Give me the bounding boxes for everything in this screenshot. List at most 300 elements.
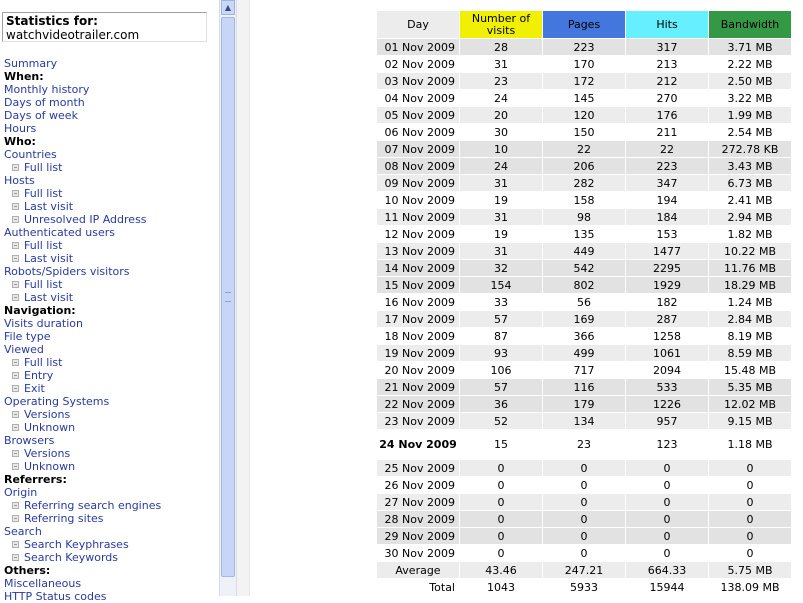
table-row <box>377 494 791 510</box>
nav-sublink-label[interactable]: Referring sites <box>24 512 104 525</box>
cell-bandwidth: 2.41 MB <box>709 192 791 208</box>
table-row <box>377 396 791 412</box>
nav-sublink-label[interactable]: Full list <box>24 239 63 252</box>
cell-visits: 0 <box>460 477 542 493</box>
nav-sublink-label[interactable]: Unknown <box>24 421 76 434</box>
cell-pages: 56 <box>543 294 625 310</box>
nav-link-origin[interactable] <box>4 486 161 499</box>
cell-pages: 116 <box>543 379 625 395</box>
cell-hits: 287 <box>626 311 708 327</box>
sub-item-icon <box>12 164 19 171</box>
nav-sublink-full-list[interactable] <box>4 161 161 174</box>
sub-item-icon <box>12 554 19 561</box>
cell-visits: 24 <box>460 158 542 174</box>
cell-hits: 533 <box>626 379 708 395</box>
cell-day: 09 Nov 2009 <box>377 175 459 191</box>
sub-item-icon <box>12 385 19 392</box>
table-row <box>377 511 791 527</box>
nav-link-label[interactable]: Countries <box>4 148 57 161</box>
cell-bandwidth: 8.19 MB <box>709 328 791 344</box>
nav-link-robots-spiders-visitors[interactable] <box>4 265 161 278</box>
nav-sublink-full-list[interactable] <box>4 356 161 369</box>
nav-link-label[interactable]: Hours <box>4 122 37 135</box>
nav-sublink-label[interactable]: Referring search engines <box>24 499 162 512</box>
cell-visits: 106 <box>460 362 542 378</box>
cell-hits: 184 <box>626 209 708 225</box>
table-row <box>377 56 791 72</box>
cell-hits: 1258 <box>626 328 708 344</box>
table-row <box>377 362 791 378</box>
cell-bandwidth: 1.82 MB <box>709 226 791 242</box>
nav-sublink-versions[interactable] <box>4 408 161 421</box>
cell-hits: 15944 <box>626 579 708 595</box>
table-row <box>377 73 791 89</box>
sub-item-icon <box>12 255 19 262</box>
cell-bandwidth: 2.50 MB <box>709 73 791 89</box>
cell-hits: 664.33 <box>626 562 708 578</box>
cell-visits: 0 <box>460 511 542 527</box>
cell-pages: 0 <box>543 494 625 510</box>
nav-link-label[interactable]: Operating Systems <box>4 395 110 408</box>
nav-sublink-search-keywords[interactable] <box>4 551 161 564</box>
cell-day: 24 Nov 2009 <box>377 430 459 459</box>
cell-pages: 0 <box>543 545 625 561</box>
cell-visits: 43.46 <box>460 562 542 578</box>
sub-item-icon <box>12 242 19 249</box>
cell-visits: 32 <box>460 260 542 276</box>
cell-day: 05 Nov 2009 <box>377 107 459 123</box>
cell-hits: 2094 <box>626 362 708 378</box>
cell-pages: 135 <box>543 226 625 242</box>
nav-link-label[interactable]: Authenticated users <box>4 226 115 239</box>
nav-link-operating-systems[interactable] <box>4 395 161 408</box>
cell-day: 14 Nov 2009 <box>377 260 459 276</box>
nav-link-summary[interactable] <box>4 57 161 70</box>
cell-day: 12 Nov 2009 <box>377 226 459 242</box>
nav-sublink-last-visit[interactable] <box>4 200 161 213</box>
nav-link-label[interactable]: Hosts <box>4 174 35 187</box>
nav-sublink-label[interactable]: Last visit <box>24 200 74 213</box>
nav-section-label: Others: <box>4 564 51 577</box>
nav-section-label: Referrers: <box>4 473 67 486</box>
nav-sublink-label[interactable]: Full list <box>24 187 63 200</box>
cell-pages: 158 <box>543 192 625 208</box>
cell-day: 20 Nov 2009 <box>377 362 459 378</box>
cell-bandwidth: 10.22 MB <box>709 243 791 259</box>
cell-hits: 0 <box>626 528 708 544</box>
nav-link-days-of-week[interactable] <box>4 109 161 122</box>
cell-day: 27 Nov 2009 <box>377 494 459 510</box>
nav-sublink-entry[interactable] <box>4 369 161 382</box>
cell-bandwidth: 1.18 MB <box>709 430 791 459</box>
sub-item-icon <box>12 359 19 366</box>
days-of-month-table <box>376 10 792 596</box>
cell-hits: 212 <box>626 73 708 89</box>
cell-bandwidth: 2.94 MB <box>709 209 791 225</box>
cell-hits: 2295 <box>626 260 708 276</box>
sub-item-icon <box>12 216 19 223</box>
nav-link-label[interactable]: File type <box>4 330 51 343</box>
nav-sublink-label[interactable]: Search Keyphrases <box>24 538 129 551</box>
nav-menu <box>4 57 161 603</box>
nav-link-hours[interactable] <box>4 122 161 135</box>
table-row <box>377 39 791 55</box>
cell-hits: 1929 <box>626 277 708 293</box>
table-row <box>377 294 791 310</box>
nav-sublink-label[interactable]: Full list <box>24 278 63 291</box>
cell-day: 22 Nov 2009 <box>377 396 459 412</box>
table-row <box>377 345 791 361</box>
cell-bandwidth: 12.02 MB <box>709 396 791 412</box>
header-hits: Hits <box>626 11 708 38</box>
table-row <box>377 141 791 157</box>
cell-visits: 0 <box>460 545 542 561</box>
cell-hits: 22 <box>626 141 708 157</box>
cell-hits: 0 <box>626 545 708 561</box>
table-row <box>377 158 791 174</box>
cell-day: 13 Nov 2009 <box>377 243 459 259</box>
cell-hits: 0 <box>626 511 708 527</box>
cell-day: 06 Nov 2009 <box>377 124 459 140</box>
sub-item-icon <box>12 424 19 431</box>
cell-day: Total <box>377 579 459 595</box>
nav-link-search[interactable] <box>4 525 161 538</box>
cell-bandwidth: 2.22 MB <box>709 56 791 72</box>
cell-visits: 19 <box>460 192 542 208</box>
cell-bandwidth: 3.43 MB <box>709 158 791 174</box>
cell-day: 17 Nov 2009 <box>377 311 459 327</box>
cell-bandwidth: 0 <box>709 494 791 510</box>
nav-link-label[interactable]: Search <box>4 525 42 538</box>
cell-bandwidth: 138.09 MB <box>709 579 791 595</box>
table-row <box>377 528 791 544</box>
cell-pages: 247.21 <box>543 562 625 578</box>
table-row <box>377 460 791 476</box>
nav-link-label[interactable]: Miscellaneous <box>4 577 82 590</box>
cell-hits: 957 <box>626 413 708 429</box>
cell-visits: 93 <box>460 345 542 361</box>
cell-hits: 123 <box>626 430 708 459</box>
nav-link-label[interactable]: Browsers <box>4 434 55 447</box>
nav-sublink-referring-sites[interactable] <box>4 512 161 525</box>
table-row <box>377 175 791 191</box>
cell-visits: 24 <box>460 90 542 106</box>
cell-visits: 20 <box>460 107 542 123</box>
nav-link-label[interactable]: Days of week <box>4 109 78 122</box>
site-name: watchvideotrailer.com <box>6 28 140 42</box>
nav-sublink-label[interactable]: Exit <box>24 382 45 395</box>
cell-pages: 542 <box>543 260 625 276</box>
cell-bandwidth: 1.24 MB <box>709 294 791 310</box>
cell-pages: 499 <box>543 345 625 361</box>
cell-hits: 347 <box>626 175 708 191</box>
table-row <box>377 413 791 429</box>
nav-sublink-versions[interactable] <box>4 447 161 460</box>
cell-pages: 22 <box>543 141 625 157</box>
nav-link-days-of-month[interactable] <box>4 96 161 109</box>
cell-visits: 154 <box>460 277 542 293</box>
nav-sublink-label[interactable]: Last visit <box>24 291 74 304</box>
nav-section-others <box>4 564 161 577</box>
nav-section-navigation <box>4 304 161 317</box>
cell-day: 10 Nov 2009 <box>377 192 459 208</box>
cell-visits: 28 <box>460 39 542 55</box>
table-row <box>377 328 791 344</box>
nav-sublink-exit[interactable] <box>4 382 161 395</box>
cell-bandwidth: 0 <box>709 460 791 476</box>
nav-sublink-full-list[interactable] <box>4 239 161 252</box>
cell-day: 15 Nov 2009 <box>377 277 459 293</box>
cell-pages: 134 <box>543 413 625 429</box>
cell-bandwidth: 11.76 MB <box>709 260 791 276</box>
header-pages: Pages <box>543 11 625 38</box>
nav-sublink-label[interactable]: Entry <box>24 369 54 382</box>
cell-day: 01 Nov 2009 <box>377 39 459 55</box>
cell-pages: 449 <box>543 243 625 259</box>
site-info-box <box>2 12 207 42</box>
cell-bandwidth: 2.54 MB <box>709 124 791 140</box>
nav-link-browsers[interactable] <box>4 434 161 447</box>
table-row <box>377 311 791 327</box>
nav-link-label[interactable]: Monthly history <box>4 83 90 96</box>
table-row <box>377 277 791 293</box>
cell-hits: 213 <box>626 56 708 72</box>
table-row <box>377 226 791 242</box>
cell-visits: 36 <box>460 396 542 412</box>
sub-item-icon <box>12 502 19 509</box>
cell-hits: 211 <box>626 124 708 140</box>
nav-link-hosts[interactable] <box>4 174 161 187</box>
cell-hits: 182 <box>626 294 708 310</box>
nav-link-file-type[interactable] <box>4 330 161 343</box>
nav-section-label: Who: <box>4 135 36 148</box>
sub-item-icon <box>12 515 19 522</box>
nav-link-label[interactable]: Viewed <box>4 343 44 356</box>
cell-bandwidth: 5.75 MB <box>709 562 791 578</box>
nav-sublink-label[interactable]: Versions <box>24 447 71 460</box>
average-row <box>377 562 791 578</box>
cell-hits: 176 <box>626 107 708 123</box>
cell-day: 23 Nov 2009 <box>377 413 459 429</box>
nav-link-visits-duration[interactable] <box>4 317 161 330</box>
sub-item-icon <box>12 411 19 418</box>
nav-link-authenticated-users[interactable] <box>4 226 161 239</box>
cell-day: 16 Nov 2009 <box>377 294 459 310</box>
left-frame-scrollbar[interactable] <box>219 0 236 596</box>
nav-sublink-last-visit[interactable] <box>4 252 161 265</box>
nav-section-label: When: <box>4 70 44 83</box>
cell-day: 30 Nov 2009 <box>377 545 459 561</box>
cell-day: 25 Nov 2009 <box>377 460 459 476</box>
nav-section-referrers <box>4 473 161 486</box>
cell-bandwidth: 15.48 MB <box>709 362 791 378</box>
nav-link-label[interactable]: Robots/Spiders visitors <box>4 265 130 278</box>
cell-day: 28 Nov 2009 <box>377 511 459 527</box>
stats-title: Statistics for: <box>6 14 98 28</box>
cell-bandwidth: 9.15 MB <box>709 413 791 429</box>
nav-link-label[interactable]: HTTP Status codes <box>4 590 107 603</box>
cell-hits: 223 <box>626 158 708 174</box>
cell-visits: 0 <box>460 528 542 544</box>
total-row <box>377 579 791 595</box>
cell-bandwidth: 0 <box>709 511 791 527</box>
nav-sublink-label[interactable]: Last visit <box>24 252 74 265</box>
cell-hits: 1477 <box>626 243 708 259</box>
sub-item-icon <box>12 294 19 301</box>
cell-visits: 0 <box>460 460 542 476</box>
table-row <box>377 90 791 106</box>
cell-pages: 172 <box>543 73 625 89</box>
cell-visits: 87 <box>460 328 542 344</box>
cell-day: 11 Nov 2009 <box>377 209 459 225</box>
table-row <box>377 243 791 259</box>
cell-pages: 366 <box>543 328 625 344</box>
header-day: Day <box>377 11 459 38</box>
nav-section-when <box>4 70 161 83</box>
cell-hits: 0 <box>626 460 708 476</box>
cell-day: 21 Nov 2009 <box>377 379 459 395</box>
nav-link-viewed[interactable] <box>4 343 161 356</box>
table-row <box>377 107 791 123</box>
cell-bandwidth: 18.29 MB <box>709 277 791 293</box>
cell-bandwidth: 0 <box>709 477 791 493</box>
cell-visits: 52 <box>460 413 542 429</box>
cell-day: 19 Nov 2009 <box>377 345 459 361</box>
nav-sublink-last-visit[interactable] <box>4 291 161 304</box>
cell-visits: 31 <box>460 243 542 259</box>
cell-visits: 1043 <box>460 579 542 595</box>
cell-pages: 150 <box>543 124 625 140</box>
cell-visits: 10 <box>460 141 542 157</box>
nav-link-label[interactable]: Summary <box>4 57 58 70</box>
nav-section-who <box>4 135 161 148</box>
nav-sublink-unknown[interactable] <box>4 460 161 473</box>
table-body <box>377 39 791 595</box>
sub-item-icon <box>12 463 19 470</box>
cell-bandwidth: 8.59 MB <box>709 345 791 361</box>
cell-pages: 717 <box>543 362 625 378</box>
cell-visits: 33 <box>460 294 542 310</box>
cell-bandwidth: 3.22 MB <box>709 90 791 106</box>
cell-pages: 120 <box>543 107 625 123</box>
nav-sublink-full-list[interactable] <box>4 278 161 291</box>
cell-day: 18 Nov 2009 <box>377 328 459 344</box>
cell-pages: 23 <box>543 430 625 459</box>
nav-sublink-label[interactable]: Unknown <box>24 460 76 473</box>
cell-bandwidth: 0 <box>709 545 791 561</box>
cell-day: 29 Nov 2009 <box>377 528 459 544</box>
table-row <box>377 379 791 395</box>
cell-bandwidth: 2.84 MB <box>709 311 791 327</box>
cell-bandwidth: 3.71 MB <box>709 39 791 55</box>
frame-divider[interactable] <box>236 0 250 596</box>
cell-day: 26 Nov 2009 <box>377 477 459 493</box>
nav-sublink-label[interactable]: Full list <box>24 161 63 174</box>
nav-link-label[interactable]: Origin <box>4 486 38 499</box>
table-row <box>377 430 791 459</box>
nav-sublink-label[interactable]: Full list <box>24 356 63 369</box>
cell-visits: 15 <box>460 430 542 459</box>
cell-pages: 206 <box>543 158 625 174</box>
sub-item-icon <box>12 203 19 210</box>
nav-sublink-label[interactable]: Versions <box>24 408 71 421</box>
header-bandwidth: Bandwidth <box>709 11 791 38</box>
table-row <box>377 260 791 276</box>
sub-item-icon <box>12 372 19 379</box>
cell-pages: 98 <box>543 209 625 225</box>
sub-item-icon <box>12 190 19 197</box>
cell-day: 08 Nov 2009 <box>377 158 459 174</box>
cell-pages: 802 <box>543 277 625 293</box>
nav-link-monthly-history[interactable] <box>4 83 161 96</box>
cell-bandwidth: 1.99 MB <box>709 107 791 123</box>
cell-hits: 1226 <box>626 396 708 412</box>
sub-item-icon <box>12 281 19 288</box>
cell-day: Average <box>377 562 459 578</box>
nav-sublink-search-keyphrases[interactable] <box>4 538 161 551</box>
table-row <box>377 124 791 140</box>
cell-day: 07 Nov 2009 <box>377 141 459 157</box>
cell-pages: 169 <box>543 311 625 327</box>
table-header-row <box>377 11 791 38</box>
table-row <box>377 545 791 561</box>
table-row <box>377 209 791 225</box>
cell-visits: 31 <box>460 209 542 225</box>
cell-bandwidth: 6.73 MB <box>709 175 791 191</box>
scroll-up-arrow-icon[interactable]: ▲ <box>221 0 235 15</box>
cell-pages: 0 <box>543 528 625 544</box>
nav-sublink-full-list[interactable] <box>4 187 161 200</box>
cell-hits: 1061 <box>626 345 708 361</box>
nav-link-label[interactable]: Visits duration <box>4 317 83 330</box>
cell-pages: 179 <box>543 396 625 412</box>
nav-sublink-unknown[interactable] <box>4 421 161 434</box>
cell-hits: 317 <box>626 39 708 55</box>
cell-visits: 31 <box>460 56 542 72</box>
header-visits: Number of visits <box>460 11 542 38</box>
nav-link-countries[interactable] <box>4 148 161 161</box>
nav-sublink-referring-search-engines[interactable] <box>4 499 161 512</box>
cell-pages: 0 <box>543 460 625 476</box>
cell-hits: 194 <box>626 192 708 208</box>
nav-sublink-label[interactable]: Unresolved IP Address <box>24 213 147 226</box>
table-row <box>377 477 791 493</box>
cell-pages: 282 <box>543 175 625 191</box>
nav-link-label[interactable]: Days of month <box>4 96 85 109</box>
sub-item-icon <box>12 541 19 548</box>
cell-visits: 57 <box>460 379 542 395</box>
cell-pages: 0 <box>543 477 625 493</box>
cell-pages: 0 <box>543 511 625 527</box>
cell-bandwidth: 0 <box>709 528 791 544</box>
nav-sublink-unresolved-ip-address[interactable] <box>4 213 161 226</box>
cell-pages: 223 <box>543 39 625 55</box>
cell-hits: 0 <box>626 477 708 493</box>
scroll-thumb[interactable] <box>221 17 235 577</box>
scroll-grip-icon <box>225 292 231 302</box>
nav-link-http-status-codes[interactable] <box>4 590 161 603</box>
cell-bandwidth: 5.35 MB <box>709 379 791 395</box>
nav-section-label: Navigation: <box>4 304 76 317</box>
cell-hits: 270 <box>626 90 708 106</box>
cell-day: 04 Nov 2009 <box>377 90 459 106</box>
cell-visits: 19 <box>460 226 542 242</box>
cell-visits: 23 <box>460 73 542 89</box>
sub-item-icon <box>12 450 19 457</box>
nav-link-miscellaneous[interactable] <box>4 577 161 590</box>
cell-hits: 153 <box>626 226 708 242</box>
nav-sublink-label[interactable]: Search Keywords <box>24 551 118 564</box>
